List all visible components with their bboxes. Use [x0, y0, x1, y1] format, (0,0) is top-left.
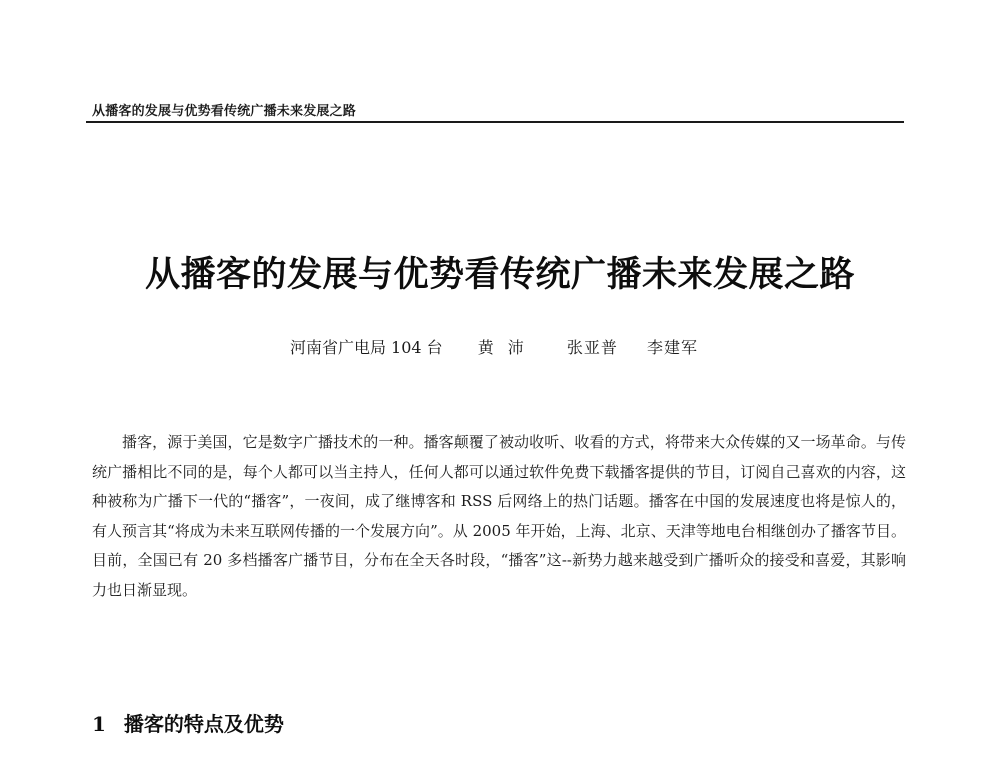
section-number: 1: [92, 712, 106, 736]
author-name: 李建军: [647, 338, 699, 357]
section-heading: [92, 708, 284, 737]
header-rule: [86, 121, 904, 123]
intro-paragraph: 播客，源于美国，它是数字广播技术的一种。播客颠覆了被动收听、收看的方式，将带来大众传媒的又一场革命。与传统广播相比不同的是，每个人都可以当主持人，任何人都可以通过软件免费下载播客提供的节目，订阅自己喜欢的内容，这种被称为广播下一代的“播客”，一夜间，成了继博客和 RSS 后网络上的热门话题。播客在中国的发展速度也将是惊人的，有人预言其“将成为未来互联网传播的一个发展方向”。从 2005 年开始，上海、北京、天津等地电台相继创办了播客节目。目前，全国已有 20 多档播客广播节目，分布在全天各时段，“播客”这--新势力越来越受到广播听众的接受和喜爱，其影响力也日渐显现。: [92, 433, 906, 599]
author-affiliation: 河南省广电局 104 台: [289, 338, 443, 357]
paper-title: 从播客的发展与优势看传统广播未来发展之路: [144, 254, 855, 296]
author-name: 黄沛: [477, 338, 538, 357]
running-header: 从播客的发展与优势看传统广播未来发展之路: [92, 104, 357, 119]
byline: [0, 335, 1000, 358]
author-name: 张亚普: [566, 338, 618, 357]
section-title: 播客的特点及优势: [123, 712, 284, 736]
